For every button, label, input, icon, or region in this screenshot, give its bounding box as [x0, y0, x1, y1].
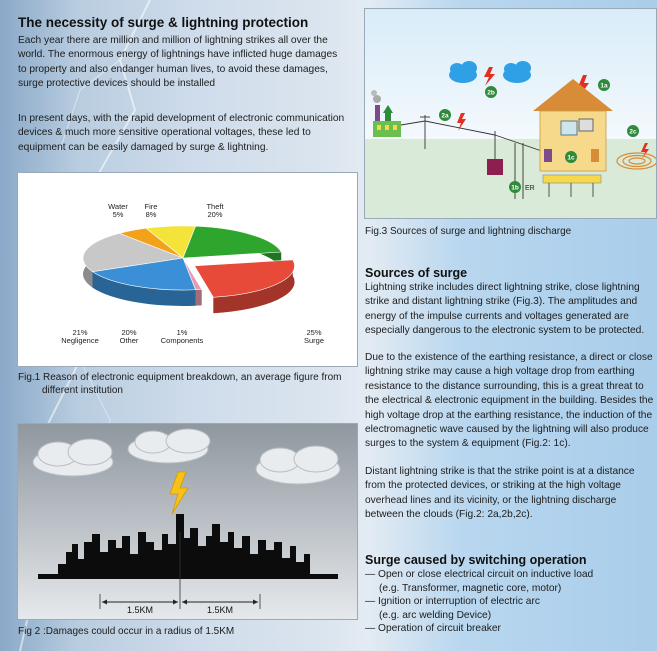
fig2-skyline-illustration	[18, 424, 357, 619]
pie-label-fire-name: Fire	[144, 202, 158, 211]
marker-1c	[565, 151, 577, 163]
svg-text:2b: 2b	[487, 89, 495, 97]
marker-1b	[509, 181, 521, 193]
svg-text:1a: 1a	[600, 82, 608, 90]
fig1-pie-chart	[18, 173, 357, 366]
sources-paragraph-3: Distant lightning strike is that the strike point is at a distance from the protected devices, or striking at the high voltage overhead lines and its vicinity, or the lightning discharge between the clouds (Fig.2: 2a,2b,2c).	[365, 466, 635, 521]
list-item: — Open or close electrical circuit on inductive load	[365, 569, 594, 580]
list-item: — Ignition or interruption of electric arc	[365, 596, 540, 608]
list-item: — Operation of circuit breaker	[365, 623, 501, 635]
section-title-switching: Surge caused by switching operation	[365, 553, 587, 567]
sources-paragraph-2: Due to the existence of the earthing resistance, a direct or close lightning strike may cause a high voltage drop from earthing resistance to the distance surrounding, this is a great threat to the electrical & electronic equipment in the building. Besides the high voltage drop at the earthing resistance, the induction of the electromagnetic wave caused by the lightning will also produce surges to the system & equipment (Fig.2: 1c).	[365, 352, 654, 450]
sources-paragraph-1: Lightning strike includes direct lightning strike, close lightning strike and distant lightning strike (Fig.3). The amplitudes and energy of the impulse currents and voltages generated are especially dangerous to the electronic system to be protected.	[365, 282, 645, 337]
pie-slice-side-components	[196, 289, 202, 305]
pie-label-surge-name: Surge	[303, 336, 325, 345]
pie-label-negligence-value: 21%	[72, 328, 88, 337]
pie-label-other-value: 20%	[121, 328, 137, 337]
transformer-box	[487, 159, 503, 175]
svg-text:1b: 1b	[511, 184, 519, 192]
svg-text:2a: 2a	[441, 112, 449, 120]
marker-2c	[627, 125, 639, 137]
fig3-caption: Fig.3 Sources of surge and lightning discharge	[365, 226, 572, 237]
fig2-caption: Fig 2 :Damages could occur in a radius of 1.5KM	[18, 626, 235, 637]
fig3-sources-illustration	[365, 9, 656, 218]
list-item: (e.g. arc welding Device)	[379, 609, 492, 621]
pie-label-negligence-name: Negligence	[61, 336, 99, 345]
marker-2a	[439, 109, 451, 121]
fig1-caption-line1: Fig.1 Reason of electronic equipment breakdown, an average figure from	[18, 372, 342, 383]
marker-2b	[485, 86, 497, 98]
svg-text:1c: 1c	[567, 154, 575, 162]
pie-label-water-value: 5%	[112, 210, 124, 219]
necessity-paragraph-1: Each year there are million and million of lightning strikes all over the world. The enormous energy of lightnings have inflicted huge damages to property and also endanger human lives, to avoid these damages, surge protective devices should be installed	[18, 35, 338, 90]
pie-label-theft-value: 20%	[207, 210, 223, 219]
pie-label-fire-value: 8%	[145, 210, 157, 219]
fig1-chart-box	[17, 172, 358, 367]
pie-label-water-name: Water	[108, 202, 128, 211]
distance-label-left: 1.5KM	[126, 605, 154, 615]
distance-label-right: 1.5KM	[206, 605, 234, 615]
svg-text:2c: 2c	[629, 128, 637, 136]
er-label: ER	[525, 185, 535, 192]
pie-label-other-name: Other	[119, 336, 139, 345]
fig2-image	[17, 423, 358, 620]
section-title-necessity: The necessity of surge & lightning protection	[18, 15, 309, 30]
pie-label-theft-name: Theft	[206, 202, 224, 211]
fig3-image	[364, 8, 657, 219]
marker-1a	[598, 79, 610, 91]
fig1-caption-line2: different institution	[42, 384, 123, 396]
pie-label-components-value: 1%	[176, 328, 188, 337]
necessity-paragraph-2: In present days, with the rapid development of electronic communication devices & much more sensitive operational voltages, these led to equipment can be easily damaged by surge & lightning.	[18, 113, 345, 153]
pie-label-components-name: Components	[160, 336, 204, 345]
pie-label-surge-value: 25%	[306, 328, 322, 337]
switching-list	[365, 568, 655, 636]
section-title-sources: Sources of surge	[365, 266, 468, 280]
fig1-caption	[18, 372, 353, 397]
list-item: (e.g. Transformer, magnetic core, motor)	[379, 582, 562, 594]
